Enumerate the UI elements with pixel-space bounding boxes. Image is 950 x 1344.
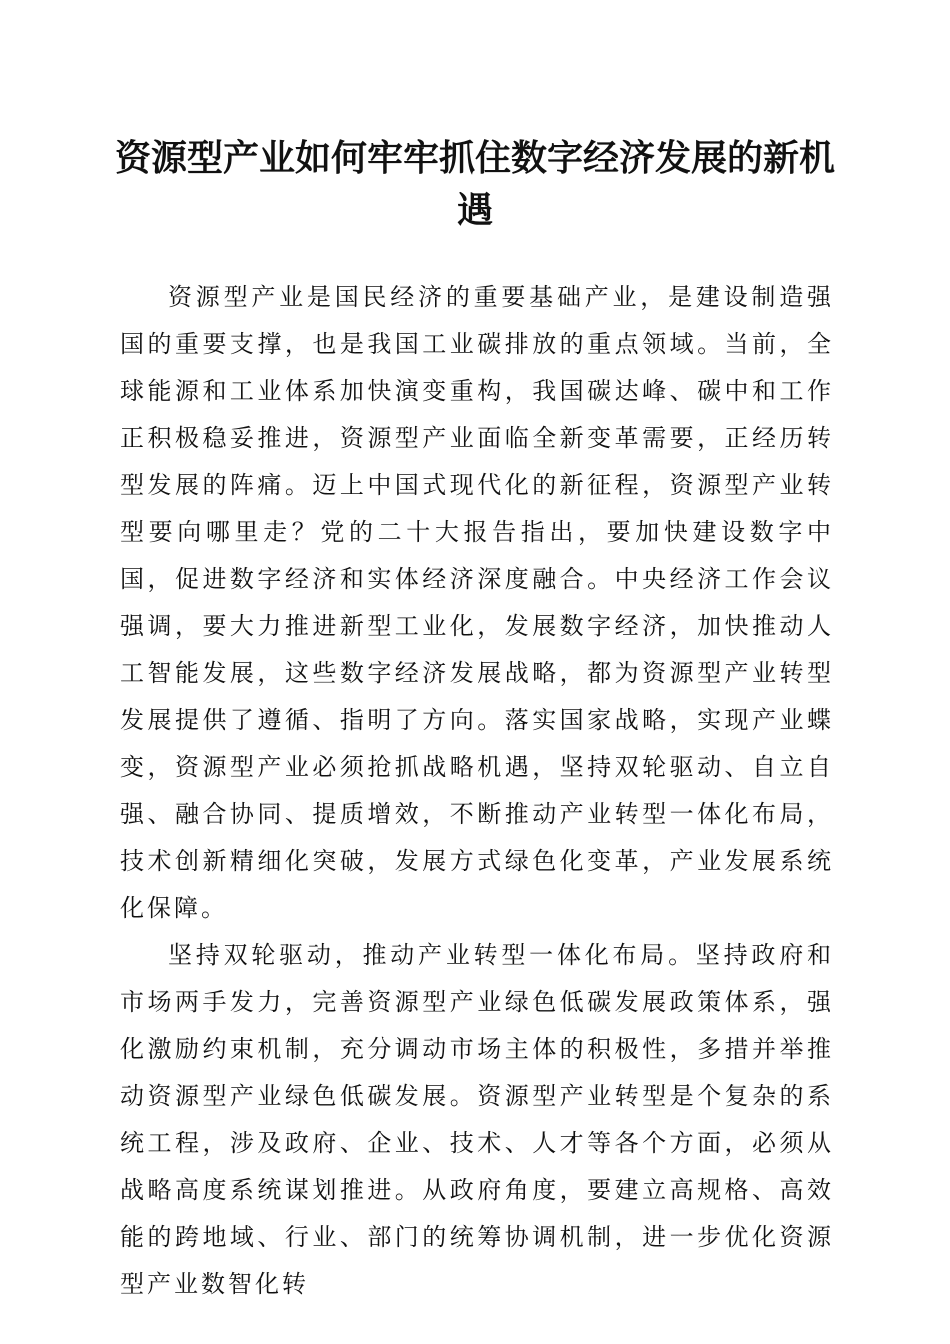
document-title: 资源型产业如何牢牢抓住数字经济发展的新机遇 (114, 137, 835, 231)
document-body (120, 274, 834, 1308)
paragraph-intro: 资源型产业是国民经济的重要基础产业，是建设制造强国的重要支撑，也是我国工业碳排放的重点领域。当前，全球能源和工业体系加快演变重构，我国碳达峰、碳中和工作正积极稳妥推进，资源型产业面临全新变革需要，正经历转型发展的阵痛。迈上中国式现代化的新征程，资源型产业转型要向哪里走？党的二十大报告指出，要加快建设数字中国，促进数字经济和实体经济深度融合。中央经济工作会议强调，要大力推进新型工业化，发展数字经济，加快推动人工智能发展，这些数字经济发展战略，都为资源型产业转型发展提供了遵循、指明了方向。落实国家战略，实现产业蝶变，资源型产业必须抢抓战略机遇，坚持双轮驱动、自立自强、融合协同、提质增效，不断推动产业转型一体化布局，技术创新精细化突破，发展方式绿色化变革，产业发展系统化保障。 (120, 283, 834, 922)
paragraph-dual-drive: 坚持双轮驱动，推动产业转型一体化布局。坚持政府和市场两手发力，完善资源型产业绿色低碳发展政策体系，强化激励约束机制，充分调动市场主体的积极性，多措并举推动资源型产业绿色低碳发展。资源型产业转型是个复杂的系统工程，涉及政府、企业、技术、人才等各个方面，必须从战略高度系统谋划推进。从政府角度，要建立高规格、高效能的跨地域、行业、部门的统筹协调机制，进一步优化资源型产业数智化转 (120, 941, 834, 1298)
